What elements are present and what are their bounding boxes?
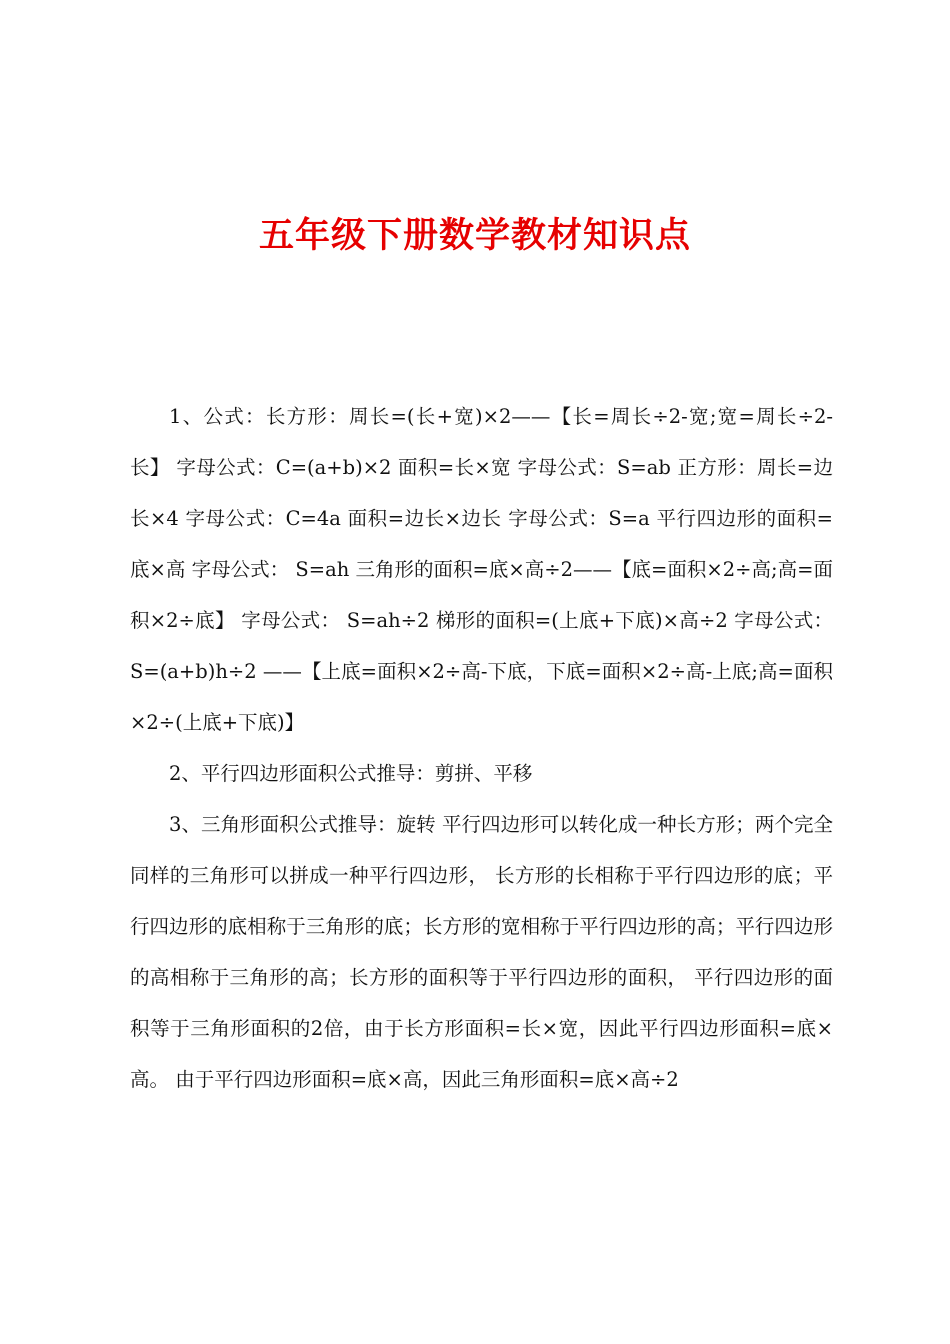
- paragraph-parallelogram-derivation: 2、平行四边形面积公式推导：剪拼、平移: [169, 762, 533, 785]
- paragraph-formulas: 1、公式：长方形：周长=(长+宽)×2——【长=周长÷2-宽;宽=周长÷2-长】 字母公式：C=(a+b)×2 面积=长×宽 字母公式：S=ab 正方形：周长=边长×4 字母公式：C=4a 面积=边长×边长 字母公式：S=a 平行四边形的面积=底×高 字母公式： S=ah 三角形的面积=底×高÷2——【底=面积×2÷高;高=面积×2÷底】 字母公式： S=ah÷2 梯形的面积=(上底+下底)×高÷2 字母公式： S=(a+b)h÷2 ——【上底=面积×2÷高-下底，下底=面积×2÷高-上底;高=面积×2÷(上底+下底)】: [130, 405, 833, 734]
- document-title: 五年级下册数学教材知识点: [258, 215, 691, 256]
- document-body: [130, 391, 833, 1105]
- paragraph-triangle-derivation: 3、三角形面积公式推导：旋转 平行四边形可以转化成一种长方形；两个完全同样的三角形可以拼成一种平行四边形， 长方形的长相称于平行四边形的底；平行四边形的底相称于三角形的底；长方形的宽相称于平行四边形的高；平行四边形的高相称于三角形的高；长方形的面积等于平行四边形的面积， 平行四边形的面积等于三角形面积的2倍，由于长方形面积=长×宽，因此平行四边形面积=底×高。 由于平行四边形面积=底×高，因此三角形面积=底×高÷2: [130, 813, 833, 1091]
